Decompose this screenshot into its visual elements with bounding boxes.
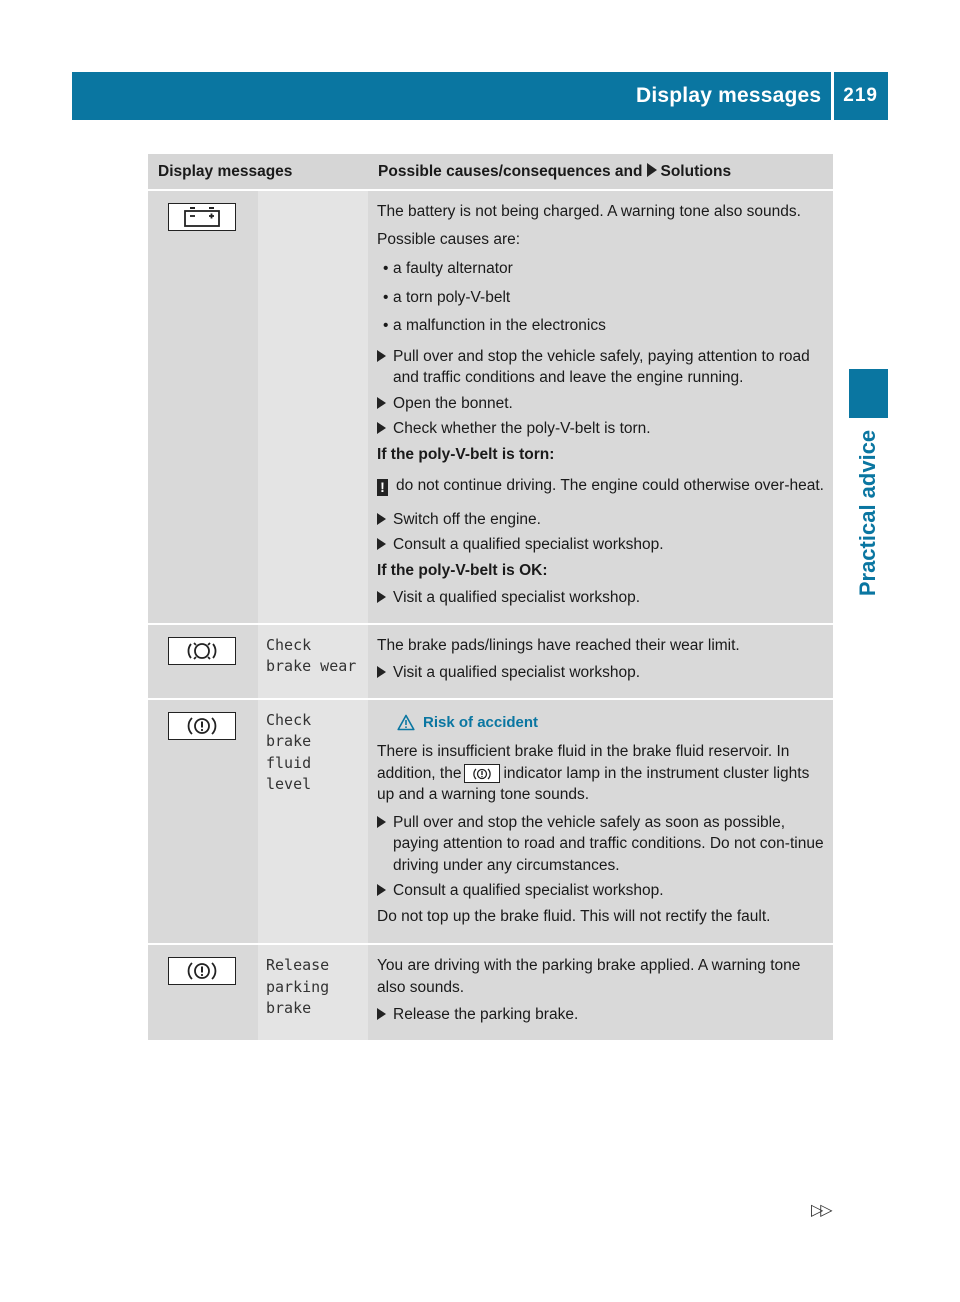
solution-cell [368,190,833,624]
exclamation-icon: ! [377,479,388,496]
step-item: Visit a qualified specialist workshop. [377,662,825,684]
step-item: Release the parking brake. [377,1004,825,1026]
warning-note: ! do not continue driving. The engine could otherwise over-heat. [377,475,825,497]
arrow-icon [377,884,386,896]
solution-cell [368,944,833,1041]
table-row [148,944,833,1041]
arrow-icon [377,816,386,828]
arrow-icon [377,1008,386,1020]
step-item: Visit a qualified specialist workshop. [377,587,825,609]
continue-icon: ▷▷ [811,1202,830,1219]
table-row [148,699,833,945]
display-icon-cell [148,624,258,699]
side-tab [849,418,888,608]
step-item: Consult a qualified specialist workshop. [377,534,825,556]
brake-icon [168,957,236,985]
solution-cell [368,699,833,945]
arrow-icon [377,538,386,550]
side-tab-label: Practical advice [855,429,881,597]
battery-icon [168,203,236,231]
table-row [148,190,833,624]
bullet-item: • a torn poly-V-belt [383,287,825,309]
header-title: Display messages [635,84,822,107]
text-line: Do not top up the brake fluid. This will not rectify the fault. [377,907,771,925]
brake-icon [464,764,500,783]
step-item: Pull over and stop the vehicle safely, paying attention to road and traffic conditions and leave the engine running. [377,346,825,389]
brake-icon [168,712,236,740]
step-item: Check whether the poly-V-belt is torn. [377,418,825,440]
table-row [148,624,833,699]
col-header-solutions: Possible causes/consequences and Solutions [368,154,833,190]
text-line: The brake pads/linings have reached their wear limit. [377,636,740,654]
text-line: There is insufficient brake fluid in the brake fluid reservoir. In addition, the indicator lamp in the instrument cluster lights up and a warning tone sounds. [377,743,810,803]
arrow-icon [647,163,657,177]
step-item: Consult a qualified specialist workshop. [377,880,825,902]
display-icon-cell [148,699,258,945]
subheading: If the poly-V-belt is OK: [377,561,548,579]
display-text-cell [258,190,368,624]
display-text-cell: Check brake wear [258,624,368,699]
page-number: 219 [843,85,878,106]
subheading: If the poly-V-belt is torn: [377,445,555,463]
col-header-display: Display messages [148,154,368,190]
brake-wear-icon [168,637,236,665]
display-text-cell: Check brake fluid level [258,699,368,945]
display-icon-cell [148,190,258,624]
table-header-row [148,154,833,190]
text-line: The battery is not being charged. A warning tone also sounds. [377,203,801,220]
arrow-icon [377,513,386,525]
display-text-cell: Release parking brake [258,944,368,1041]
risk-warning [377,712,825,734]
display-messages-table [148,154,833,1042]
risk-title: Risk of accident [423,713,539,731]
arrow-icon [377,350,386,362]
arrow-icon [377,397,386,409]
text-line: Possible causes are: [377,230,521,248]
page-header [72,72,888,120]
step-item: Pull over and stop the vehicle safely as soon as possible, paying attention to road and traffic conditions. Do not con-tinue driving under any circumstances. [377,812,825,877]
arrow-icon [377,422,386,434]
text-line: You are driving with the parking brake applied. A warning tone also sounds. [377,957,801,996]
warning-triangle-icon [397,714,415,731]
solution-cell [368,624,833,699]
bullet-item: • a faulty alternator [383,258,825,280]
bullet-item: • a malfunction in the electronics [383,315,825,337]
display-icon-cell [148,944,258,1041]
arrow-icon [377,591,386,603]
step-item: Open the bonnet. [377,393,825,415]
step-item: Switch off the engine. [377,509,825,531]
side-tab-marker [849,369,888,418]
arrow-icon [377,666,386,678]
